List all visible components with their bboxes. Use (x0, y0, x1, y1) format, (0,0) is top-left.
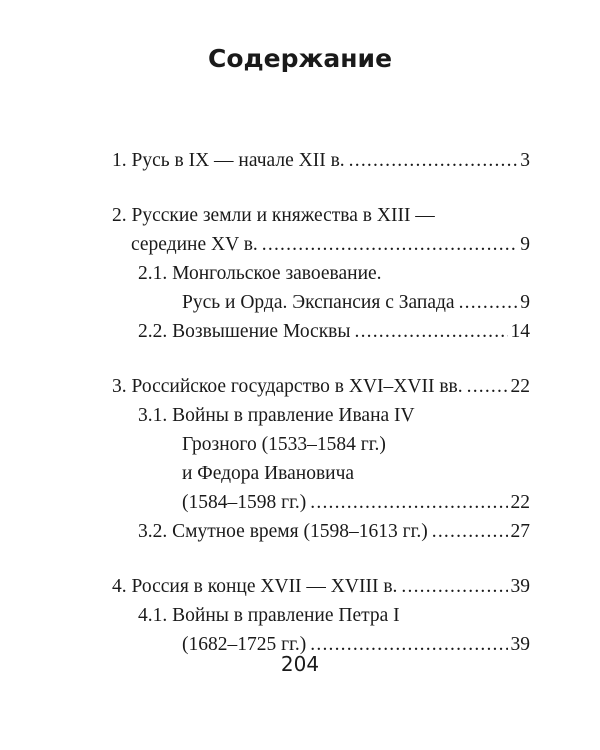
toc-entry-title-continued: Русь и Орда. Экспансия с Запада (182, 292, 455, 313)
toc-entry-title-continued: Грозного (1533–1584 гг.) (182, 434, 386, 455)
toc-entry-2-2[interactable] (112, 317, 530, 346)
toc-page-number: 9 (520, 292, 530, 313)
toc-entry-title: 3.1. Войны в правление Ивана IV (138, 405, 415, 426)
toc-entry-title: 4.1. Войны в правление Петра I (138, 605, 400, 626)
toc-entry-3-2[interactable] (112, 517, 530, 546)
table-of-contents (112, 146, 530, 659)
toc-entry-2-cont[interactable] (112, 230, 530, 259)
toc-entry-3-1-cont[interactable] (112, 488, 530, 517)
toc-leader-dots (459, 288, 518, 317)
toc-page-number: 22 (510, 376, 530, 397)
toc-leader-dots (355, 317, 508, 346)
toc-entry-title: 4. Россия в конце XVII — XVIII в. (112, 576, 398, 597)
toc-page-number: 39 (510, 576, 530, 597)
toc-page-number: 22 (510, 492, 530, 513)
toc-entry-2[interactable] (112, 201, 530, 230)
toc-page-number: 9 (520, 234, 530, 255)
page-number: 204 (280, 652, 320, 676)
toc-entry-title: 1. Русь в IX — начале XII в. (112, 150, 345, 171)
toc-entry-3-1-cont[interactable] (112, 459, 530, 488)
toc-entry-title-continued: и Федора Ивановича (182, 463, 355, 484)
toc-entry-title-continued: (1682–1725 гг.) (182, 634, 307, 655)
toc-entry-2-1-cont[interactable] (112, 288, 530, 317)
toc-entry-title: 2.1. Монгольское завоевание. (138, 263, 382, 284)
toc-entry-title-continued: (1584–1598 гг.) (182, 492, 307, 513)
toc-leader-dots (262, 230, 517, 259)
toc-entry-3-1[interactable] (112, 401, 530, 430)
toc-entry-2-1[interactable] (112, 259, 530, 288)
toc-leader-dots (310, 488, 507, 517)
toc-entry-3-1-cont[interactable] (112, 430, 530, 459)
toc-entry-3[interactable] (112, 372, 530, 401)
toc-page-number: 27 (510, 521, 530, 542)
page-title: Содержание (207, 44, 393, 73)
toc-entry-1[interactable] (112, 146, 530, 175)
toc-entry-title: 3.2. Смутное время (1598–1613 гг.) (138, 521, 428, 542)
toc-leader-dots (401, 572, 507, 601)
toc-page-number: 39 (510, 634, 530, 655)
toc-entry-title: 2.2. Возвышение Москвы (138, 321, 351, 342)
toc-entry-title-continued: середине XV в. (131, 234, 258, 255)
toc-leader-dots (432, 517, 508, 546)
toc-entry-title: 2. Русские земли и княжества в XIII — (112, 205, 435, 226)
toc-entry-title: 3. Российское государство в XVI–XVII вв. (112, 376, 463, 397)
toc-entry-4[interactable] (112, 572, 530, 601)
toc-leader-dots (467, 372, 508, 401)
toc-entry-4-1[interactable] (112, 601, 530, 630)
toc-page-number: 14 (510, 321, 530, 342)
toc-page-number: 3 (520, 150, 530, 171)
toc-leader-dots (349, 146, 518, 175)
